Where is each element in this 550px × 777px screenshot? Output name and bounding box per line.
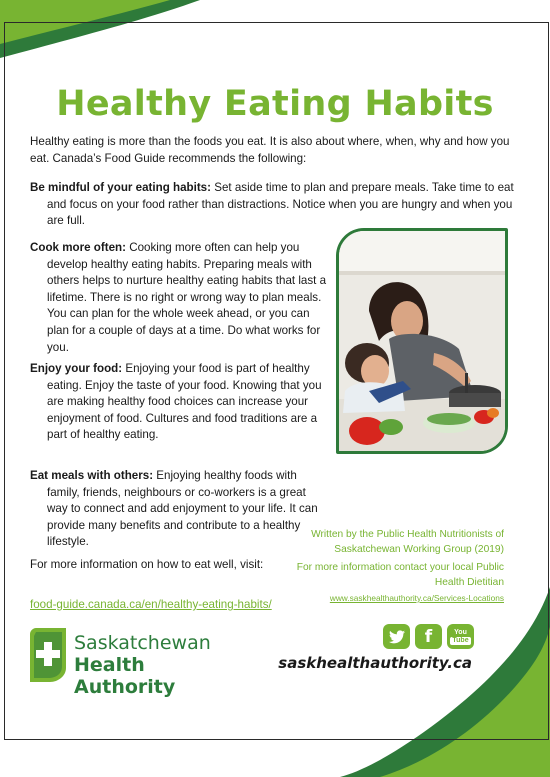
cooking-photo-illustration bbox=[339, 231, 505, 451]
section-body: Set aside time to plan and prepare meals. Take time to eat and focus on your food rather than distractions. Notice when you are hungry and when you are full. bbox=[47, 181, 514, 228]
more-info-text: For more information on how to eat well, visit: bbox=[30, 558, 264, 571]
page-title: Healthy Eating Habits bbox=[56, 84, 494, 124]
website-url: saskhealthauthority.ca bbox=[278, 654, 472, 672]
author-credit: Written by the Public Health Nutritionists of Saskatchewan Working Group (2019) bbox=[311, 529, 504, 555]
section-body: Enjoying your food is part of healthy eating. Enjoy the taste of your food. Knowing that you are making healthy food choices can increase your enjoyment of food. Cultures and food traditions are a part of healthy eating. bbox=[47, 362, 322, 442]
section-eat-with-others bbox=[30, 468, 327, 551]
food-guide-link[interactable]: food-guide.canada.ca/en/healthy-eating-habits/ bbox=[30, 598, 272, 611]
section-heading: Be mindful of your eating habits: bbox=[30, 181, 211, 194]
facebook-icon[interactable]: f bbox=[415, 624, 442, 649]
intro-paragraph: Healthy eating is more than the foods you eat. It is also about where, when, why and how you eat. Canada’s Food Guide recommends the following: bbox=[30, 135, 510, 165]
social-links bbox=[383, 624, 474, 649]
twitter-icon[interactable] bbox=[383, 624, 410, 649]
section-cook-more bbox=[30, 240, 327, 356]
sha-logo bbox=[30, 628, 250, 698]
logo-line-2: Health Authority bbox=[74, 654, 176, 698]
section-mindful-eating bbox=[30, 180, 527, 230]
section-heading: Cook more often: bbox=[30, 241, 126, 254]
section-body: Cooking more often can help you develop healthy eating habits. Preparing meals with others helps to nurture healthy eating habits that last a lifetime. There is no right or wrong way to plan meals. You can plan for the whole week ahead, or you can plan for a couple of days at a time. Do what works for you. bbox=[47, 241, 327, 354]
section-heading: Eat meals with others: bbox=[30, 469, 154, 482]
youtube-icon[interactable]: You Tube bbox=[447, 624, 474, 649]
services-locations-link[interactable]: www.saskhealthauthority.ca/Services-Locations bbox=[329, 593, 504, 603]
cooking-photo bbox=[336, 228, 508, 454]
section-enjoy-food bbox=[30, 361, 327, 444]
section-heading: Enjoy your food: bbox=[30, 362, 123, 375]
logo-line-1: Saskatchewan bbox=[74, 632, 211, 654]
sha-logo-cross-icon bbox=[30, 628, 66, 682]
contact-dietitian-text: For more information contact your local Public Health Dietitian bbox=[296, 562, 504, 588]
sha-logo-text bbox=[74, 632, 250, 698]
section-body: Enjoying healthy foods with family, friends, neighbours or co-workers is a great way to connect and add enjoyment to your life. It can provide many benefits and contribute to a healthy lifestyle. bbox=[47, 469, 318, 549]
